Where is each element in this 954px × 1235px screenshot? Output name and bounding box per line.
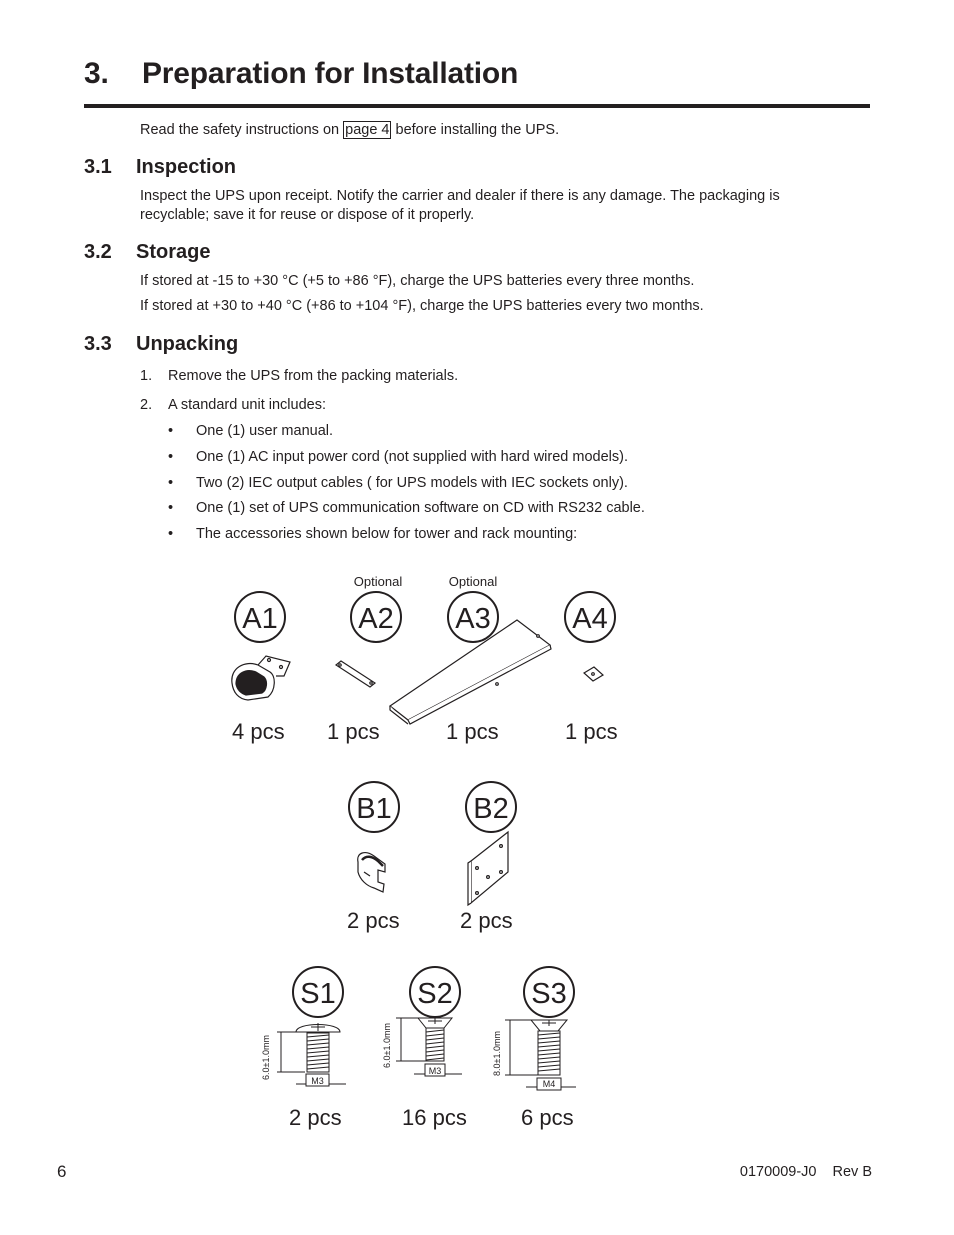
document-id: 0170009-J0 Rev B <box>739 1164 872 1180</box>
qty-s3: 6 pcs <box>521 1105 574 1130</box>
badge-s3 <box>524 967 574 1017</box>
svg-text:S1: S1 <box>300 978 336 1010</box>
list-item: • The accessories shown below for tower and rack mounting: <box>168 526 578 542</box>
badge-b2 <box>466 782 516 832</box>
optional-label: Optional <box>353 574 403 589</box>
screw-s3-length: 8.0±1.0mm <box>492 1031 502 1076</box>
unpacking-heading: 3.3 Unpacking <box>84 333 239 355</box>
rail-plate-icon <box>390 620 551 724</box>
svg-text:A1: A1 <box>242 603 278 635</box>
svg-text:S3: S3 <box>531 978 567 1010</box>
inspection-text: Inspect the UPS upon receipt. Notify the carrier and dealer if there is any damage. The packaging is recyclable; save it for reuse or dispose of it properly. <box>140 188 780 223</box>
optional-label: Optional <box>448 574 498 589</box>
small-plate-icon <box>584 667 603 681</box>
list-item: • One (1) set of UPS communication software on CD with RS232 cable. <box>168 500 645 516</box>
svg-text:A4: A4 <box>572 603 608 635</box>
qty-b2: 2 pcs <box>460 908 513 933</box>
screw-s3-thread: M4 <box>542 1079 556 1089</box>
screw-s1-thread: M3 <box>311 1076 324 1086</box>
storage-line: If stored at +30 to +40 °C (+86 to +104 °F), charge the UPS batteries every two months. <box>140 298 704 314</box>
list-item: • One (1) AC input power cord (not supplied with hard wired models). <box>168 449 628 465</box>
section-title: Preparation for Installation <box>142 57 519 90</box>
badge-b1 <box>349 782 399 832</box>
svg-text:B1: B1 <box>356 793 392 825</box>
qty-b1: 2 pcs <box>347 908 400 933</box>
intro-text: Read the safety instructions on page 4 before installing the UPS. <box>140 122 560 138</box>
page-number: 6 <box>57 1162 67 1181</box>
list-item: • Two (2) IEC output cables ( for UPS models with IEC sockets only). <box>168 475 628 491</box>
screw-s2-thread: M3 <box>428 1066 442 1076</box>
unpacking-step: 2. A standard unit includes: <box>140 397 326 413</box>
badge-a4 <box>565 592 615 642</box>
qty-a1: 4 pcs <box>232 719 285 744</box>
badge-a1 <box>235 592 285 642</box>
badge-a2 <box>351 592 401 642</box>
badge-s2 <box>410 967 460 1017</box>
qty-s1: 2 pcs <box>289 1105 342 1130</box>
foot-icon <box>232 656 290 700</box>
list-item: • One (1) user manual. <box>168 423 334 439</box>
bracket-bar-icon <box>336 661 375 687</box>
qty-s2: 16 pcs <box>402 1105 467 1130</box>
qty-a3: 1 pcs <box>446 719 499 744</box>
svg-text:S2: S2 <box>417 978 453 1010</box>
badge-a3 <box>448 592 498 642</box>
screw-s1-length: 6.0±1.0mm <box>261 1035 271 1080</box>
page-4-link[interactable]: page 4 <box>345 122 390 138</box>
qty-a4: 1 pcs <box>565 719 618 744</box>
screw-s3-icon <box>505 1020 576 1090</box>
inspection-heading: 3.1 Inspection <box>84 156 237 178</box>
svg-text:A3: A3 <box>455 603 491 635</box>
storage-line: If stored at -15 to +30 °C (+5 to +86 °F), charge the UPS batteries every three months. <box>140 273 695 289</box>
clip-icon <box>358 853 385 892</box>
storage-heading: 3.2 Storage <box>84 241 211 263</box>
unpacking-step: 1. Remove the UPS from the packing materials. <box>140 368 459 384</box>
qty-a2: 1 pcs <box>327 719 380 744</box>
svg-text:A2: A2 <box>358 603 394 635</box>
badge-s1 <box>293 967 343 1017</box>
screw-s2-length: 6.0±1.0mm <box>382 1023 392 1068</box>
section-number: 3. <box>84 57 109 90</box>
mount-bracket-icon <box>468 832 508 905</box>
svg-text:B2: B2 <box>473 793 509 825</box>
